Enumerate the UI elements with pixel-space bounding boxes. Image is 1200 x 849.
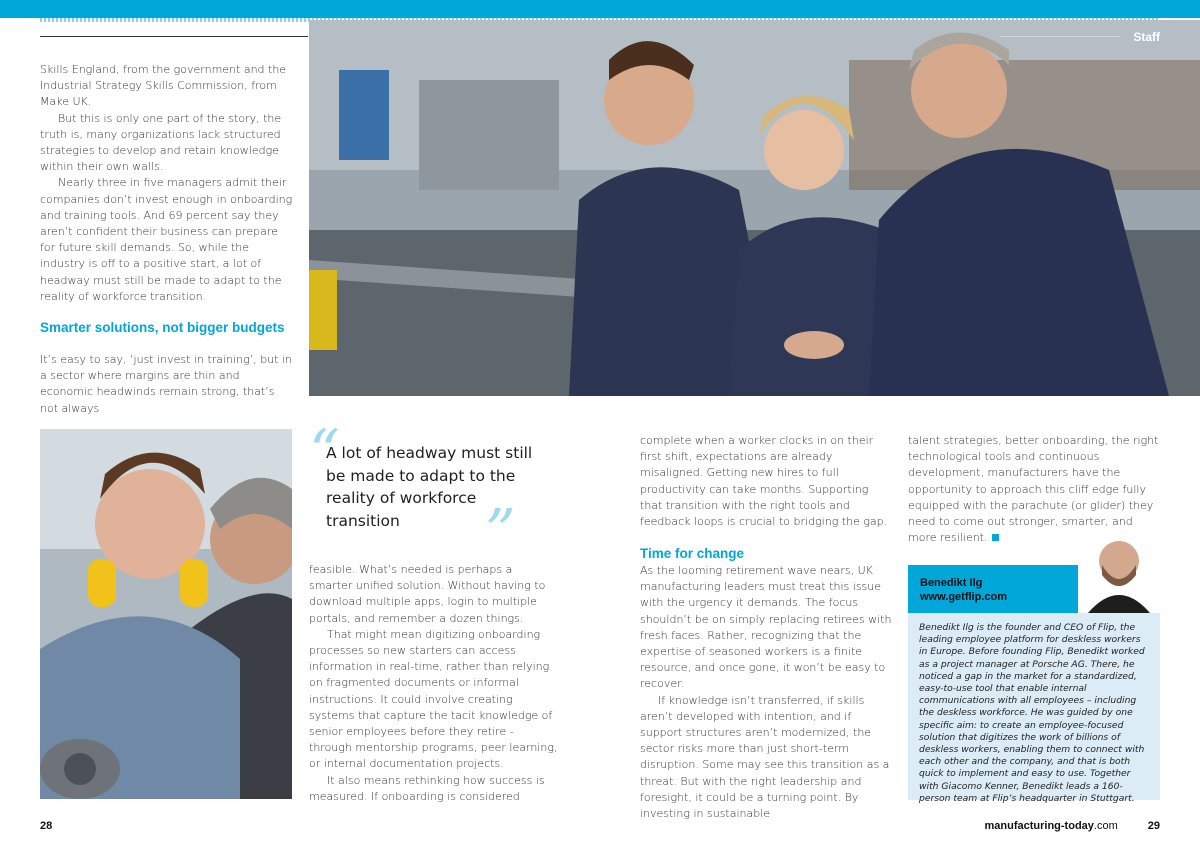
paragraph: If knowledge isn’t transferred, if skills aren’t developed with intention, and if support structures aren’t modernized, the sector risks more than just short-term disruption. Some may see this transition as a threat. But with the right leadership and foresight, it could be a turning point. By investing in sustainable (640, 693, 890, 821)
paragraph: As the looming retirement wave nears, UK manufacturing leaders must treat this issue with the urgency it demands. The focus shouldn’t be on simply replacing retirees with fresh faces. Rather, recognizing that the expertise of seasoned workers is a finite resource, and once gone, it won’t be easy to recover. (640, 564, 892, 691)
hero-photo-workshop (309, 20, 1200, 396)
paragraph: Nearly three in five managers admit their companies don’t invest enough in onboarding and training tools. And 69 percent say they aren’t confident their business can prepare for future skill demands. So, while the industry is off to a positive start, a lot of headway must still be made to adapt to the reality of workforce transition. (40, 176, 293, 303)
page-number-right: 29 (1147, 820, 1160, 832)
author-portrait-image (1078, 531, 1160, 613)
paragraph: That might mean digitizing onboarding processes so new starters can access information in real-time, rather than relying on fragmented documents or informal instructions. It could involve creating systems that capture the tacit knowledge of senior employees before they retire - through mentorship programs, peer learning, or internal documentation projects. (309, 627, 558, 771)
column-2 (309, 562, 559, 805)
paragraph: But this is only one part of the story, the truth is, many organizations lack structured strategies to develop and retain knowledge within their own walls. (40, 111, 282, 174)
top-accent-bar (0, 0, 1200, 18)
author-portrait (1078, 531, 1160, 613)
column-3-top (640, 433, 892, 530)
pull-quote-text: A lot of headway must still be made to adapt to the reality of workforce transition (326, 444, 533, 530)
paragraph: complete when a worker clocks in on their first shift, expectations are already misaligned. Getting new hires to full productivity can take months. Supporting that transition with the right tools and feedback loops is crucial to bridging the gap. (640, 434, 888, 529)
open-quote-icon: “ (309, 417, 340, 487)
column-1-top (40, 62, 295, 305)
paragraph-closing (908, 433, 1160, 546)
column-4-top (908, 433, 1160, 546)
author-website: www.getflip.com (920, 591, 1007, 603)
section-label: Staff (1133, 30, 1160, 44)
apprentice-illustration (40, 429, 292, 799)
end-square-icon (992, 534, 999, 541)
paragraph: Skills England, from the government and the Industrial Strategy Skills Commission, from Make UK. (40, 63, 287, 109)
author-bio (908, 613, 1160, 804)
subheading-smarter-solutions: Smarter solutions, not bigger budgets (40, 320, 285, 335)
header-rule-right (1000, 36, 1120, 37)
footer-site-suffix: .com (1093, 820, 1118, 832)
paragraph: It’s easy to say, ‘just invest in training’, but in a sector where margins are thin and economic headwinds remain strong, that’s not always (40, 353, 292, 415)
workshop-illustration (309, 20, 1200, 396)
paragraph: feasible. What’s needed is perhaps a smarter unified solution. Without having to download multiple apps, login to multiple portals, and remember a dozen things. (309, 563, 546, 625)
pull-quote (309, 417, 539, 567)
author-bio-text: Benedikt Ilg is the founder and CEO of Flip, the leading employee platform for deskless workers in Europe. Before founding Flip, Benedikt worked as a project manager at Porsche AG. There, he noticed a gap in the market for a standardized, easy-to-use tool that enable internal communications with all employees – including the deskless workforce. He was guided by one specific aim: to create an employee-focused solution that digitizes the work of billions of deskless workers, enabling them to connect with each other and the company, and that is both quick to implement and easy to use. Together with Giacomo Kenner, Benedikt leads a 160-person team at Flip’s headquarter in Stuttgart. (919, 622, 1145, 804)
footer-right (985, 820, 1161, 832)
closing-text: talent strategies, better onboarding, the right technological tools and continuous development, manufacturers have the opportunity to approach this cliff edge fully equipped with the parachute (or glider) they need to come out stronger, smarter, and more resilient. (908, 434, 1159, 545)
close-quote-icon: ” (485, 497, 516, 567)
page-number-left: 28 (40, 820, 53, 832)
paragraph: It also means rethinking how success is measured. If onboarding is considered (309, 773, 545, 803)
column-1-bottom (40, 352, 295, 417)
footer-site-name: manufacturing-today (984, 820, 1094, 832)
subheading-time-for-change: Time for change (640, 546, 745, 561)
column-3-bottom (640, 563, 892, 822)
photo-apprentice-ear-defenders (40, 429, 292, 799)
author-name: Benedikt Ilg (920, 577, 983, 589)
header-rule (40, 36, 308, 37)
